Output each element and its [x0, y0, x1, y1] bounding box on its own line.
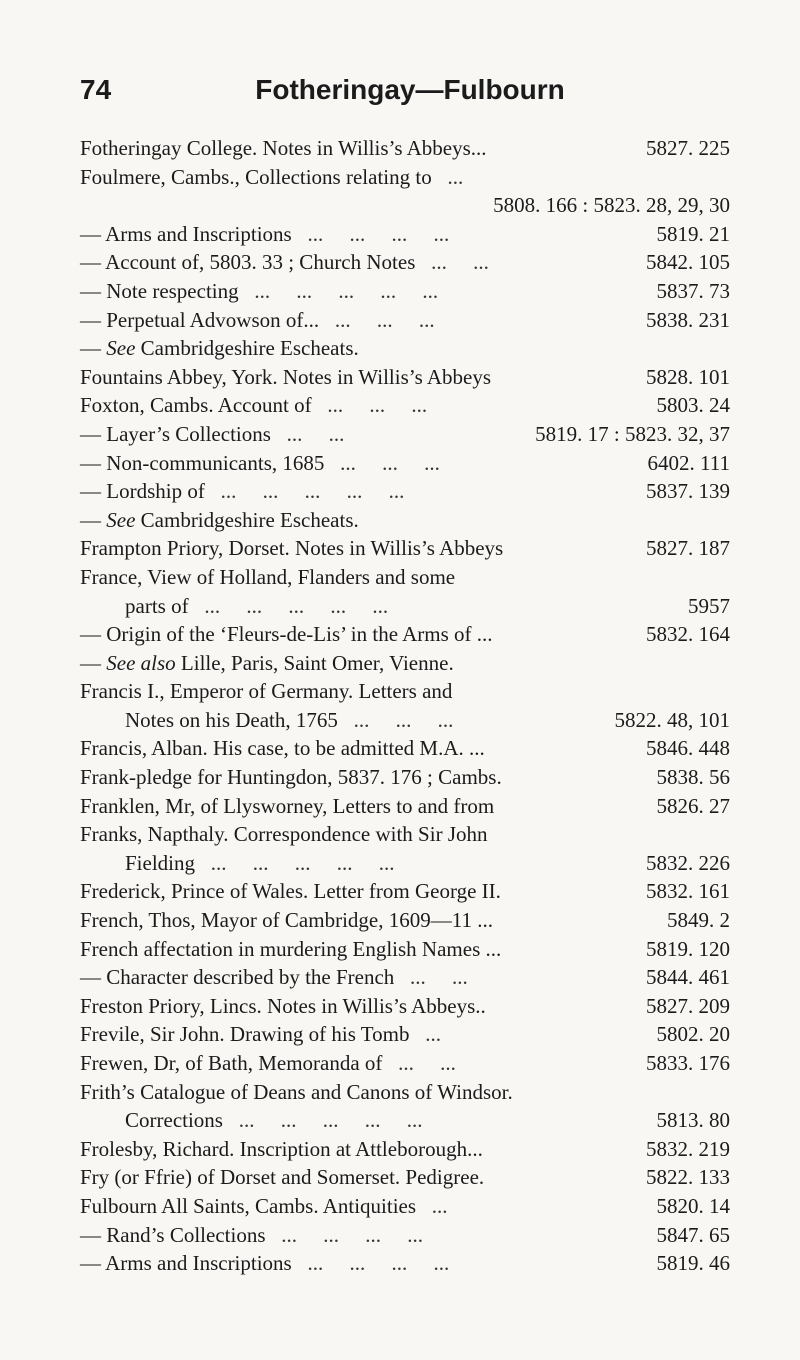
entry-reference: 5833. 176	[646, 1051, 730, 1075]
index-entry	[80, 1020, 740, 1049]
leader-dots: ... ... ... ... ...	[238, 278, 439, 303]
leader-dots: ... ...	[270, 421, 345, 446]
index-entry	[80, 534, 740, 563]
entry-reference: 5832. 164	[646, 622, 730, 647]
index-entry	[80, 1221, 740, 1250]
entry-text: Foxton, Cambs. Account of ... ... ...	[80, 393, 428, 418]
index-entry	[80, 706, 740, 735]
leader-dots: ... ... ... ... ...	[195, 850, 395, 875]
index-entry	[80, 592, 740, 621]
entry-text: Frank-pledge for Huntingdon, 5837. 176 ; Cambs.	[80, 765, 502, 790]
entry-reference: 5827. 187	[646, 536, 730, 561]
index-entry	[80, 877, 740, 906]
entry-text: Francis I., Emperor of Germany. Letters and	[80, 679, 453, 704]
entry-reference: 5826. 27	[656, 793, 730, 818]
entry-reference: 5957	[688, 593, 730, 618]
index-entry	[80, 1192, 740, 1221]
entry-reference: 5838. 56	[656, 765, 730, 790]
entry-reference: 5832. 219	[646, 1136, 730, 1161]
index-entry	[80, 820, 740, 849]
entry-reference: 5847. 65	[656, 1222, 730, 1247]
entry-text: Frith’s Catalogue of Deans and Canons of Windsor.	[80, 1079, 513, 1104]
index-entry	[80, 849, 740, 878]
entry-text: — Arms and Inscriptions ... ... ... ...	[80, 1251, 450, 1276]
entry-text: Franks, Napthaly. Correspondence with Sir John	[80, 822, 488, 847]
index-entry	[80, 391, 740, 420]
entry-text: Fountains Abbey, York. Notes in Willis’s Abbeys	[80, 364, 492, 389]
leader-dots: ...	[431, 164, 464, 189]
entry-text: Freston Priory, Lincs. Notes in Willis’s Abbeys..	[80, 993, 486, 1018]
leader-dots: ... ...	[394, 965, 468, 990]
entry-text: Foulmere, Cambs., Collections relating to ...	[80, 164, 464, 189]
leader-dots: ... ... ...	[337, 707, 454, 732]
entry-text: — Arms and Inscriptions ... ... ... ...	[80, 221, 450, 246]
entry-reference: 5844. 461	[646, 965, 730, 990]
entry-reference: 5808. 166 : 5823. 28, 29, 30	[493, 193, 730, 218]
entry-text: Franklen, Mr, of Llysworney, Letters to and from	[80, 793, 495, 818]
entry-text: — See Cambridgeshire Escheats.	[80, 507, 359, 532]
entry-reference: 5838. 231	[646, 307, 730, 332]
leader-dots: ... ... ...	[311, 393, 428, 418]
page-number: 74	[80, 74, 112, 105]
entry-text: — See also Lille, Paris, Saint Omer, Vienne.	[80, 650, 454, 675]
index-entry	[80, 134, 740, 163]
entry-text: — Account of, 5803. 33 ; Church Notes ... ...	[80, 250, 489, 275]
entry-text: Frederick, Prince of Wales. Letter from George II.	[80, 879, 501, 904]
index-entry	[80, 963, 740, 992]
index-entry	[80, 792, 740, 821]
entry-reference: 5832. 226	[646, 850, 730, 875]
leader-dots: ... ... ... ... ...	[222, 1108, 423, 1133]
index-entry	[80, 1135, 740, 1164]
index-entry	[80, 677, 740, 706]
entry-reference: 5822. 133	[646, 1165, 730, 1190]
index-entry	[80, 763, 740, 792]
leader-dots: ... ... ... ...	[291, 1251, 450, 1276]
entry-reference: 5842. 105	[646, 250, 730, 275]
entry-text: Fielding ... ... ... ... ...	[125, 850, 395, 875]
leader-dots: ...	[416, 1193, 448, 1218]
index-entry	[80, 906, 740, 935]
index-entry	[80, 277, 740, 306]
leader-dots: ... ... ...	[324, 450, 440, 475]
index-entry	[80, 1106, 740, 1135]
entry-reference: 5827. 209	[646, 993, 730, 1018]
leader-dots: ... ... ...	[319, 307, 435, 332]
index-entry	[80, 220, 740, 249]
entry-text: — Non-communicants, 1685 ... ... ...	[80, 450, 440, 475]
index-entry	[80, 449, 740, 478]
index-entry	[80, 306, 740, 335]
page-header	[80, 74, 740, 114]
index-entry	[80, 935, 740, 964]
entry-reference: 5837. 139	[646, 479, 730, 504]
index-entry	[80, 191, 740, 220]
index-entry	[80, 506, 740, 535]
entry-text: French affectation in murdering English Names ...	[80, 936, 502, 961]
entry-reference: 5846. 448	[646, 736, 730, 761]
leader-dots: ... ...	[415, 250, 489, 275]
entry-reference: 5849. 2	[667, 908, 730, 933]
entry-reference: 5819. 120	[646, 936, 730, 961]
entry-reference: 5819. 21	[656, 221, 730, 246]
entry-text: — Layer’s Collections ... ...	[80, 421, 345, 446]
entry-reference: 5837. 73	[656, 278, 730, 303]
index-entry	[80, 620, 740, 649]
entry-text: parts of ... ... ... ... ...	[125, 593, 389, 618]
entry-reference: 5813. 80	[656, 1108, 730, 1133]
index-entry	[80, 163, 740, 192]
entry-reference: 5822. 48, 101	[614, 707, 730, 732]
leader-dots: ... ... ... ... ...	[188, 593, 389, 618]
entry-reference: 5819. 46	[656, 1251, 730, 1276]
entry-reference: 5803. 24	[656, 393, 730, 418]
entry-reference: 5802. 20	[656, 1022, 730, 1047]
entry-text: — Note respecting ... ... ... ... ...	[80, 278, 439, 303]
entry-text: France, View of Holland, Flanders and some	[80, 564, 456, 589]
entry-text: Notes on his Death, 1765 ... ... ...	[125, 707, 454, 732]
index-entry	[80, 420, 740, 449]
index-entry	[80, 734, 740, 763]
index-entry	[80, 1163, 740, 1192]
entry-text: French, Thos, Mayor of Cambridge, 1609—11 ...	[80, 908, 493, 933]
entry-text: Fry (or Ffrie) of Dorset and Somerset. Pedigree.	[80, 1165, 485, 1190]
entry-reference: 5820. 14	[656, 1193, 730, 1218]
index-entry	[80, 992, 740, 1021]
leader-dots: ... ... ... ... ...	[204, 479, 405, 504]
index-entry	[80, 1249, 740, 1278]
index-entry	[80, 649, 740, 678]
leader-dots: ... ... ... ...	[265, 1222, 423, 1247]
entry-reference: 5828. 101	[646, 364, 730, 389]
entry-text: Frevile, Sir John. Drawing of his Tomb ...	[80, 1022, 441, 1047]
entry-text: — Character described by the French ... ...	[80, 965, 468, 990]
entry-text: Fulbourn All Saints, Cambs. Antiquities ...	[80, 1193, 448, 1218]
entry-reference: 5819. 17 : 5823. 32, 37	[535, 421, 730, 446]
entry-text: Frewen, Dr, of Bath, Memoranda of ... ...	[80, 1051, 456, 1075]
entry-text: Corrections ... ... ... ... ...	[125, 1108, 423, 1133]
leader-dots: ... ...	[382, 1051, 456, 1075]
index-entry	[80, 248, 740, 277]
entry-text: — Perpetual Advowson of... ... ... ...	[80, 307, 435, 332]
entry-text: Fotheringay College. Notes in Willis’s Abbeys...	[80, 136, 487, 160]
index-entry	[80, 477, 740, 506]
entry-text: — Lordship of ... ... ... ... ...	[80, 479, 405, 504]
running-title: Fotheringay—Fulbourn	[255, 74, 565, 105]
entry-reference: 6402. 111	[647, 450, 730, 475]
entry-text: — Rand’s Collections ... ... ... ...	[80, 1222, 423, 1247]
entry-reference: 5832. 161	[646, 879, 730, 904]
index-entry	[80, 363, 740, 392]
index-entry	[80, 563, 740, 592]
entry-text: Frampton Priory, Dorset. Notes in Willis’s Abbeys	[80, 536, 504, 561]
entry-text: Frolesby, Richard. Inscription at Attleborough...	[80, 1136, 483, 1161]
leader-dots: ... ... ... ...	[291, 221, 450, 246]
leader-dots: ...	[409, 1022, 441, 1047]
entry-text: — Origin of the ‘Fleurs-de-Lis’ in the Arms of ...	[80, 622, 493, 647]
entry-text: Francis, Alban. His case, to be admitted M.A. ...	[80, 736, 485, 761]
index-entry	[80, 334, 740, 363]
entry-reference: 5827. 225	[646, 136, 730, 160]
index-list	[80, 134, 740, 1278]
entry-text: — See Cambridgeshire Escheats.	[80, 336, 359, 361]
index-entry	[80, 1049, 740, 1078]
index-entry	[80, 1078, 740, 1107]
